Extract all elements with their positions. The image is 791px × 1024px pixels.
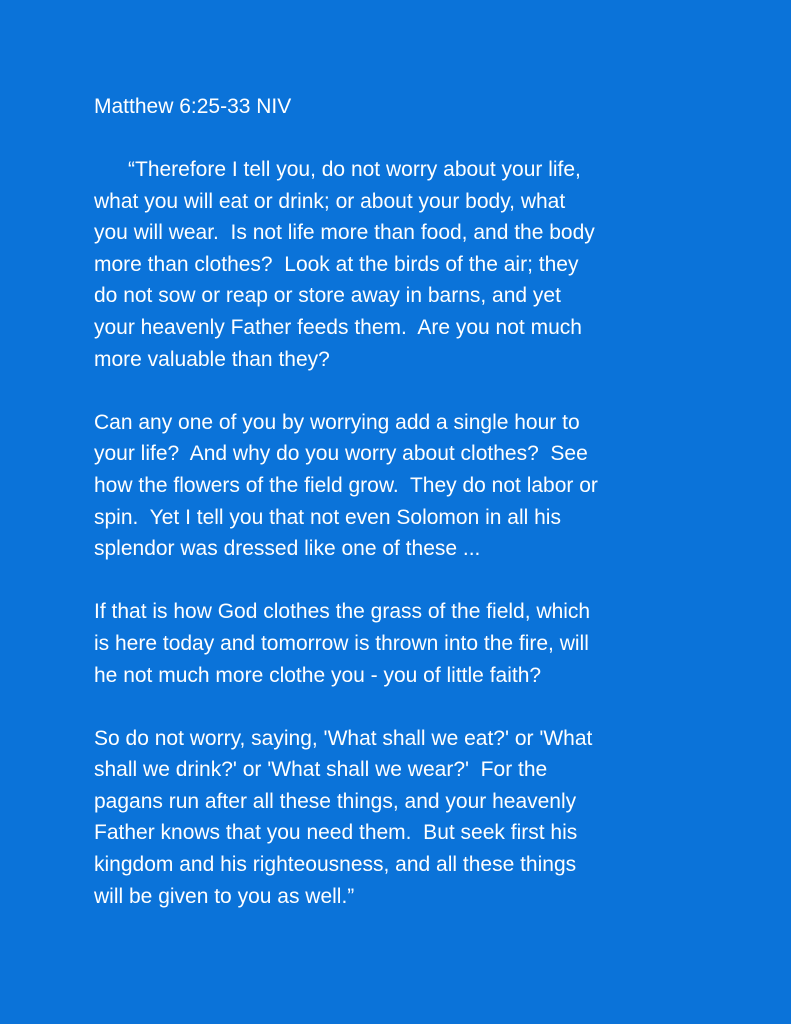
paragraph-line: “Therefore I tell you, do not worry about your life, [128, 158, 581, 181]
paragraph-line: is here today and tomorrow is thrown into the fire, will [94, 631, 589, 655]
paragraph-line: kingdom and his righteousness, and all these things [94, 853, 577, 877]
paragraph-line: will be given to you as well.” [94, 884, 355, 908]
paragraph-line: So do not worry, saying, 'What shall we eat?' or 'What [94, 726, 593, 750]
paragraph-line: If that is how God clothes the grass of the field, which [94, 600, 591, 624]
paragraph-line: do not sow or reap or store away in barns, and yet [94, 284, 561, 308]
paragraph-line: your heavenly Father feeds them. Are you not much [94, 315, 582, 339]
paragraph-line: more than clothes? Look at the birds of the air; they [94, 252, 579, 276]
paragraph-line: how the flowers of the field grow. They do not labor or [94, 473, 598, 497]
paragraph-line: pagans run after all these things, and your heavenly [94, 789, 577, 813]
paragraph-line: your life? And why do you worry about clothes? See [94, 442, 588, 466]
paragraph-line: he not much more clothe you - you of little faith? [94, 663, 542, 687]
paragraph-4 [94, 723, 734, 913]
paragraph-line: splendor was dressed like one of these ... [94, 537, 481, 561]
paragraph-2 [94, 407, 734, 565]
paragraph-3 [94, 596, 734, 691]
paragraph-line: more valuable than they? [94, 347, 330, 371]
document-body [94, 92, 734, 944]
paragraph-line: spin. Yet I tell you that not even Solomon in all his [94, 505, 561, 529]
paragraph-1 [94, 154, 734, 375]
paragraph-line: shall we drink?' or 'What shall we wear?' For the [94, 758, 548, 782]
scripture-reference: Matthew 6:25-33 NIV [94, 95, 292, 118]
paragraph-line: Father knows that you need them. But seek first his [94, 821, 578, 845]
paragraph-line: Can any one of you by worrying add a single hour to [94, 410, 580, 434]
paragraph-line: you will wear. Is not life more than food, and the body [94, 221, 595, 245]
paragraph-line: what you will eat or drink; or about your body, what [94, 189, 566, 213]
